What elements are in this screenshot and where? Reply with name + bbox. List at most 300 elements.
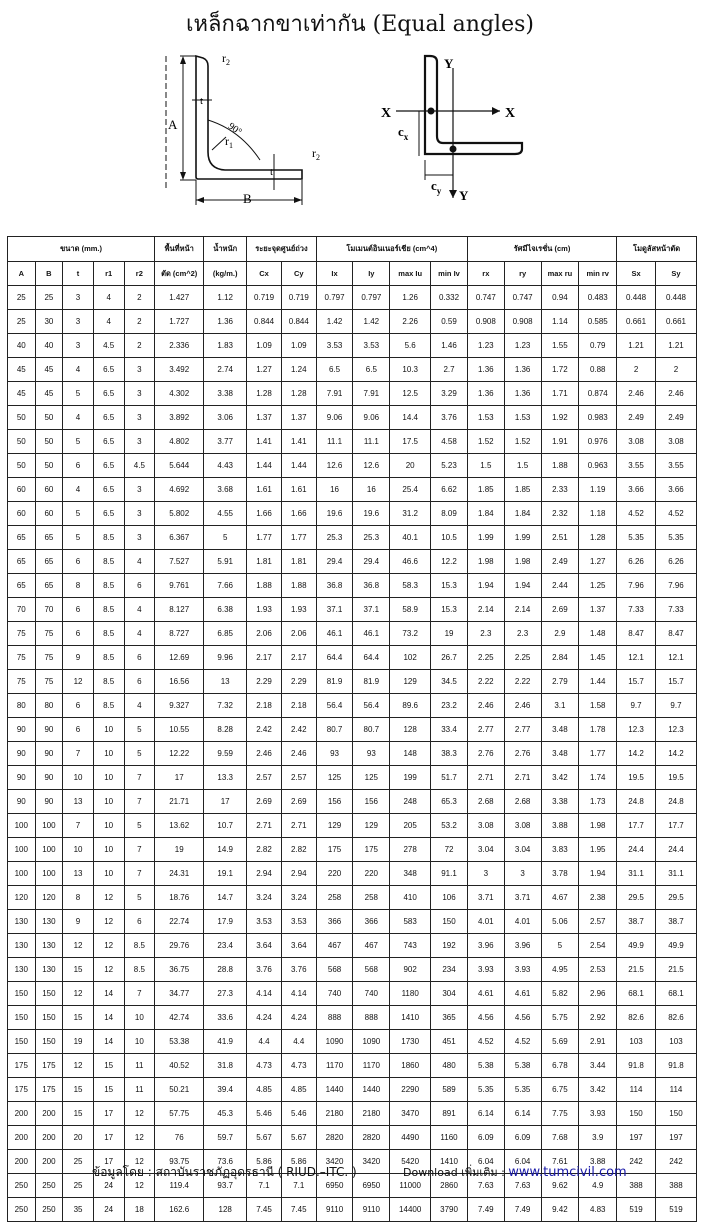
table-cell: 1.85 bbox=[467, 478, 504, 502]
table-cell: 5.06 bbox=[541, 910, 579, 934]
table-cell: 40.52 bbox=[155, 1054, 204, 1078]
table-cell: 23.2 bbox=[431, 694, 468, 718]
table-cell: 16 bbox=[316, 478, 353, 502]
table-cell: 1.94 bbox=[467, 574, 504, 598]
table-cell: 129 bbox=[316, 814, 353, 838]
table-cell: 9.7 bbox=[655, 694, 696, 718]
table-cell: 4.9 bbox=[579, 1174, 617, 1198]
table-cell: 175 bbox=[316, 838, 353, 862]
table-cell: 12.2 bbox=[431, 550, 468, 574]
col-sy: Sy bbox=[655, 262, 696, 286]
table-cell: 12 bbox=[124, 1126, 155, 1150]
table-cell: 3 bbox=[124, 502, 155, 526]
label-t-side: t bbox=[270, 166, 274, 178]
table-cell: 10 bbox=[93, 718, 124, 742]
table-cell: 4.95 bbox=[541, 958, 579, 982]
table-cell: 1.37 bbox=[247, 406, 282, 430]
table-cell: 7 bbox=[63, 814, 94, 838]
table-cell: 197 bbox=[655, 1126, 696, 1150]
table-cell: 278 bbox=[390, 838, 431, 862]
table-cell: 2290 bbox=[390, 1078, 431, 1102]
table-cell: 17 bbox=[155, 766, 204, 790]
table-cell: 5.46 bbox=[281, 1102, 316, 1126]
table-cell: 1.23 bbox=[467, 334, 504, 358]
label-t-top: t bbox=[200, 95, 204, 107]
table-cell: 1.5 bbox=[467, 454, 504, 478]
table-cell: 250 bbox=[35, 1174, 63, 1198]
table-cell: 3.55 bbox=[617, 454, 656, 478]
table-cell: 6.75 bbox=[541, 1078, 579, 1102]
table-row bbox=[8, 286, 697, 310]
col-sx: Sx bbox=[617, 262, 656, 286]
table-cell: 1.77 bbox=[247, 526, 282, 550]
table-row bbox=[8, 742, 697, 766]
table-cell: 4 bbox=[124, 622, 155, 646]
table-cell: 45 bbox=[35, 358, 63, 382]
table-cell: 0.332 bbox=[431, 286, 468, 310]
table-cell: 1090 bbox=[316, 1030, 353, 1054]
table-cell: 1.99 bbox=[467, 526, 504, 550]
table-cell: 8.47 bbox=[617, 622, 656, 646]
table-cell: 4.4 bbox=[281, 1030, 316, 1054]
table-cell: 2.49 bbox=[655, 406, 696, 430]
table-cell: 583 bbox=[390, 910, 431, 934]
table-cell: 9.62 bbox=[541, 1174, 579, 1198]
table-cell: 200 bbox=[35, 1102, 63, 1126]
table-cell: 1.42 bbox=[353, 310, 390, 334]
table-cell: 2.44 bbox=[541, 574, 579, 598]
table-cell: 58.3 bbox=[390, 574, 431, 598]
table-cell: 50 bbox=[8, 454, 36, 478]
table-cell: 93.75 bbox=[155, 1150, 204, 1174]
table-cell: 740 bbox=[353, 982, 390, 1006]
table-cell: 7.527 bbox=[155, 550, 204, 574]
table-row bbox=[8, 670, 697, 694]
table-cell: 1.37 bbox=[281, 406, 316, 430]
table-row bbox=[8, 934, 697, 958]
table-cell: 2 bbox=[124, 334, 155, 358]
table-cell: 3.24 bbox=[247, 886, 282, 910]
col-r1: r1 bbox=[93, 262, 124, 286]
table-cell: 23.4 bbox=[204, 934, 247, 958]
table-cell: 175 bbox=[35, 1054, 63, 1078]
table-cell: 2.69 bbox=[281, 790, 316, 814]
table-cell: 36.75 bbox=[155, 958, 204, 982]
table-cell: 2.57 bbox=[579, 910, 617, 934]
table-cell: 1.44 bbox=[247, 454, 282, 478]
table-cell: 25 bbox=[63, 1150, 94, 1174]
col-max-iu: max Iu bbox=[390, 262, 431, 286]
table-cell: 91.1 bbox=[431, 862, 468, 886]
table-cell: 4 bbox=[93, 310, 124, 334]
table-cell: 5.67 bbox=[281, 1126, 316, 1150]
table-cell: 1.81 bbox=[247, 550, 282, 574]
table-cell: 46.6 bbox=[390, 550, 431, 574]
table-cell: 5.82 bbox=[541, 982, 579, 1006]
table-cell: 3 bbox=[124, 478, 155, 502]
table-cell: 3.76 bbox=[431, 406, 468, 430]
table-cell: 5.46 bbox=[247, 1102, 282, 1126]
table-cell: 45 bbox=[8, 358, 36, 382]
table-cell: 4.56 bbox=[504, 1006, 541, 1030]
table-cell: 388 bbox=[655, 1174, 696, 1198]
table-cell: 0.79 bbox=[579, 334, 617, 358]
table-cell: 0.88 bbox=[579, 358, 617, 382]
table-cell: 103 bbox=[655, 1030, 696, 1054]
table-cell: 60 bbox=[35, 502, 63, 526]
table-row bbox=[8, 814, 697, 838]
table-cell: 8.5 bbox=[93, 646, 124, 670]
footer-download-label: Download เพิ่มเติม : bbox=[403, 1166, 509, 1179]
table-cell: 1.28 bbox=[579, 526, 617, 550]
table-cell: 6.14 bbox=[467, 1102, 504, 1126]
table-cell: 10 bbox=[63, 766, 94, 790]
table-cell: 6.38 bbox=[204, 598, 247, 622]
table-cell: 76 bbox=[155, 1126, 204, 1150]
table-cell: 1.98 bbox=[579, 814, 617, 838]
table-cell: 21.71 bbox=[155, 790, 204, 814]
table-cell: 1.94 bbox=[579, 862, 617, 886]
table-cell: 7 bbox=[124, 982, 155, 1006]
table-cell: 1.28 bbox=[247, 382, 282, 406]
table-cell: 197 bbox=[617, 1126, 656, 1150]
table-cell: 15 bbox=[63, 1078, 94, 1102]
table-cell: 3.42 bbox=[579, 1078, 617, 1102]
table-cell: 24.8 bbox=[655, 790, 696, 814]
table-cell: 200 bbox=[8, 1126, 36, 1150]
table-cell: 45 bbox=[8, 382, 36, 406]
col-t: t bbox=[63, 262, 94, 286]
table-cell: 150 bbox=[431, 910, 468, 934]
table-row bbox=[8, 574, 697, 598]
table-cell: 103 bbox=[617, 1030, 656, 1054]
table-cell: 2820 bbox=[316, 1126, 353, 1150]
col-min-rv: min rv bbox=[579, 262, 617, 286]
table-cell: 29.5 bbox=[655, 886, 696, 910]
table-cell: 9 bbox=[63, 910, 94, 934]
table-cell: 93 bbox=[316, 742, 353, 766]
table-cell: 4 bbox=[93, 286, 124, 310]
table-cell: 80 bbox=[8, 694, 36, 718]
table-cell: 25 bbox=[35, 286, 63, 310]
table-cell: 17 bbox=[93, 1102, 124, 1126]
table-cell: 234 bbox=[431, 958, 468, 982]
col-cy: Cy bbox=[281, 262, 316, 286]
table-cell: 1.66 bbox=[281, 502, 316, 526]
table-cell: 2.96 bbox=[579, 982, 617, 1006]
table-cell: 2860 bbox=[431, 1174, 468, 1198]
table-cell: 1.37 bbox=[579, 598, 617, 622]
table-cell: 4 bbox=[63, 406, 94, 430]
table-cell: 3.1 bbox=[541, 694, 579, 718]
table-cell: 31.2 bbox=[390, 502, 431, 526]
table-cell: 33.4 bbox=[431, 718, 468, 742]
label-b: B bbox=[243, 191, 252, 206]
table-cell: 49.9 bbox=[655, 934, 696, 958]
table-cell: 15 bbox=[63, 958, 94, 982]
table-cell: 3.71 bbox=[467, 886, 504, 910]
table-row bbox=[8, 358, 697, 382]
table-cell: 891 bbox=[431, 1102, 468, 1126]
table-cell: 5 bbox=[63, 526, 94, 550]
label-angle: 90° bbox=[225, 120, 244, 138]
table-cell: 91.8 bbox=[617, 1054, 656, 1078]
table-cell: 14.4 bbox=[390, 406, 431, 430]
table-cell: 1.88 bbox=[247, 574, 282, 598]
table-cell: 3.64 bbox=[281, 934, 316, 958]
table-cell: 6.5 bbox=[93, 382, 124, 406]
table-cell: 65 bbox=[8, 526, 36, 550]
label-a: A bbox=[168, 117, 178, 132]
table-cell: 6 bbox=[63, 550, 94, 574]
table-cell: 2.42 bbox=[247, 718, 282, 742]
table-cell: 150 bbox=[35, 982, 63, 1006]
table-cell: 2.71 bbox=[247, 814, 282, 838]
table-cell: 40 bbox=[35, 334, 63, 358]
table-cell: 102 bbox=[390, 646, 431, 670]
table-cell: 6950 bbox=[353, 1174, 390, 1198]
table-row bbox=[8, 454, 697, 478]
table-cell: 740 bbox=[316, 982, 353, 1006]
table-cell: 6.5 bbox=[93, 502, 124, 526]
table-cell: 2.46 bbox=[247, 742, 282, 766]
table-cell: 0.661 bbox=[655, 310, 696, 334]
table-cell: 2.7 bbox=[431, 358, 468, 382]
table-cell: 3 bbox=[467, 862, 504, 886]
table-cell: 12 bbox=[93, 958, 124, 982]
table-cell: 2.14 bbox=[467, 598, 504, 622]
table-cell: 258 bbox=[353, 886, 390, 910]
table-cell: 2.94 bbox=[247, 862, 282, 886]
table-cell: 5.86 bbox=[247, 1150, 282, 1174]
table-cell: 73.2 bbox=[390, 622, 431, 646]
table-cell: 31.1 bbox=[617, 862, 656, 886]
table-cell: 3.76 bbox=[281, 958, 316, 982]
table-cell: 150 bbox=[8, 1006, 36, 1030]
table-cell: 125 bbox=[353, 766, 390, 790]
table-cell: 6.04 bbox=[467, 1150, 504, 1174]
table-cell: 90 bbox=[8, 718, 36, 742]
title-english: (Equal angles) bbox=[372, 12, 534, 37]
table-cell: 93.7 bbox=[204, 1174, 247, 1198]
table-cell: 8.09 bbox=[431, 502, 468, 526]
table-cell: 10.7 bbox=[204, 814, 247, 838]
table-cell: 22.74 bbox=[155, 910, 204, 934]
footer-url-link[interactable]: www.tumcivil.com bbox=[508, 1165, 627, 1180]
table-cell: 6.09 bbox=[467, 1126, 504, 1150]
table-cell: 1.99 bbox=[504, 526, 541, 550]
table-cell: 50 bbox=[8, 430, 36, 454]
table-cell: 175 bbox=[35, 1078, 63, 1102]
table-cell: 130 bbox=[8, 958, 36, 982]
table-cell: 3.08 bbox=[467, 814, 504, 838]
table-cell: 1.45 bbox=[579, 646, 617, 670]
table-cell: 200 bbox=[8, 1150, 36, 1174]
table-cell: 3 bbox=[63, 334, 94, 358]
table-cell: 2180 bbox=[353, 1102, 390, 1126]
table-cell: 7.49 bbox=[467, 1198, 504, 1222]
table-cell: 2.76 bbox=[504, 742, 541, 766]
table-cell: 743 bbox=[390, 934, 431, 958]
table-cell: 2.22 bbox=[504, 670, 541, 694]
table-cell: 1.85 bbox=[504, 478, 541, 502]
table-cell: 2 bbox=[124, 286, 155, 310]
table-cell: 1.88 bbox=[281, 574, 316, 598]
table-cell: 3 bbox=[124, 526, 155, 550]
table-cell: 0.983 bbox=[579, 406, 617, 430]
table-cell: 1.36 bbox=[504, 358, 541, 382]
table-cell: 6.5 bbox=[316, 358, 353, 382]
table-cell: 1.21 bbox=[617, 334, 656, 358]
table-cell: 90 bbox=[35, 742, 63, 766]
table-cell: 1.36 bbox=[504, 382, 541, 406]
table-cell: 12 bbox=[63, 934, 94, 958]
table-cell: 64.4 bbox=[353, 646, 390, 670]
table-cell: 3 bbox=[124, 382, 155, 406]
table-row bbox=[8, 1030, 697, 1054]
table-cell: 3790 bbox=[431, 1198, 468, 1222]
table-cell: 3.93 bbox=[579, 1102, 617, 1126]
table-cell: 19.5 bbox=[617, 766, 656, 790]
table-cell: 46.1 bbox=[353, 622, 390, 646]
table-cell: 3.44 bbox=[579, 1054, 617, 1078]
table-cell: 65 bbox=[35, 550, 63, 574]
table-cell: 13 bbox=[204, 670, 247, 694]
table-cell: 1.53 bbox=[504, 406, 541, 430]
table-cell: 1.48 bbox=[579, 622, 617, 646]
table-cell: 12 bbox=[63, 982, 94, 1006]
table-cell: 9110 bbox=[353, 1198, 390, 1222]
table-cell: 7.33 bbox=[655, 598, 696, 622]
table-row bbox=[8, 478, 697, 502]
table-cell: 90 bbox=[35, 766, 63, 790]
table-cell: 2.68 bbox=[504, 790, 541, 814]
table-cell: 89.6 bbox=[390, 694, 431, 718]
table-cell: 1.19 bbox=[579, 478, 617, 502]
table-cell: 56.4 bbox=[353, 694, 390, 718]
table-cell: 10 bbox=[63, 838, 94, 862]
equal-angle-spec-table bbox=[7, 236, 697, 1222]
table-cell: 19.6 bbox=[353, 502, 390, 526]
table-cell: 7.91 bbox=[316, 382, 353, 406]
table-cell: 248 bbox=[390, 790, 431, 814]
table-cell: 250 bbox=[35, 1198, 63, 1222]
table-cell: 14400 bbox=[390, 1198, 431, 1222]
table-cell: 49.9 bbox=[617, 934, 656, 958]
table-cell: 19 bbox=[63, 1030, 94, 1054]
label-y-top: Y bbox=[444, 56, 454, 71]
table-cell: 80.7 bbox=[316, 718, 353, 742]
label-cy: $c_y$ bbox=[431, 178, 442, 196]
table-cell: 2.336 bbox=[155, 334, 204, 358]
table-cell: 7.66 bbox=[204, 574, 247, 598]
table-cell: 5.35 bbox=[467, 1078, 504, 1102]
table-cell: 4.85 bbox=[281, 1078, 316, 1102]
table-cell: 75 bbox=[35, 646, 63, 670]
table-cell: 2.94 bbox=[281, 862, 316, 886]
table-cell: 1.41 bbox=[281, 430, 316, 454]
table-cell: 2.79 bbox=[541, 670, 579, 694]
table-cell: 1.94 bbox=[504, 574, 541, 598]
table-cell: 1.14 bbox=[541, 310, 579, 334]
table-cell: 6 bbox=[63, 622, 94, 646]
table-cell: 1.21 bbox=[655, 334, 696, 358]
label-x-left: X bbox=[381, 106, 392, 121]
table-cell: 130 bbox=[35, 934, 63, 958]
table-cell: 25.4 bbox=[390, 478, 431, 502]
table-cell: 4.692 bbox=[155, 478, 204, 502]
table-cell: 0.908 bbox=[467, 310, 504, 334]
table-cell: 4.55 bbox=[204, 502, 247, 526]
table-cell: 31.1 bbox=[655, 862, 696, 886]
table-cell: 0.908 bbox=[504, 310, 541, 334]
table-cell: 28.8 bbox=[204, 958, 247, 982]
table-cell: 4 bbox=[63, 358, 94, 382]
table-cell: 73.6 bbox=[204, 1150, 247, 1174]
table-cell: 1.36 bbox=[204, 310, 247, 334]
table-cell: 8.727 bbox=[155, 622, 204, 646]
table-cell: 6 bbox=[63, 694, 94, 718]
table-cell: 8.5 bbox=[93, 574, 124, 598]
table-cell: 24 bbox=[93, 1174, 124, 1198]
table-cell: 0.976 bbox=[579, 430, 617, 454]
table-cell: 4.14 bbox=[281, 982, 316, 1006]
table-cell: 7.45 bbox=[281, 1198, 316, 1222]
table-cell: 6 bbox=[124, 574, 155, 598]
table-cell: 0.483 bbox=[579, 286, 617, 310]
table-row bbox=[8, 910, 697, 934]
table-row bbox=[8, 382, 697, 406]
table-cell: 82.6 bbox=[655, 1006, 696, 1030]
table-cell: 11.1 bbox=[316, 430, 353, 454]
table-cell: 45.3 bbox=[204, 1102, 247, 1126]
table-cell: 2.25 bbox=[467, 646, 504, 670]
table-cell: 6 bbox=[124, 910, 155, 934]
table-cell: 70 bbox=[35, 598, 63, 622]
table-cell: 10 bbox=[93, 862, 124, 886]
table-cell: 0.844 bbox=[247, 310, 282, 334]
table-cell: 220 bbox=[316, 862, 353, 886]
table-cell: 2.84 bbox=[541, 646, 579, 670]
table-cell: 1.77 bbox=[281, 526, 316, 550]
table-cell: 175 bbox=[8, 1054, 36, 1078]
table-cell: 15.7 bbox=[655, 670, 696, 694]
table-cell: 156 bbox=[316, 790, 353, 814]
table-cell: 10 bbox=[93, 790, 124, 814]
table-cell: 12.3 bbox=[655, 718, 696, 742]
table-cell: 0.585 bbox=[579, 310, 617, 334]
table-cell: 7.96 bbox=[617, 574, 656, 598]
table-cell: 12.69 bbox=[155, 646, 204, 670]
angle-profile bbox=[196, 56, 302, 179]
table-cell: 18.76 bbox=[155, 886, 204, 910]
table-cell: 4.52 bbox=[504, 1030, 541, 1054]
table-cell: 199 bbox=[390, 766, 431, 790]
table-cell: 14 bbox=[93, 1030, 124, 1054]
table-cell: 24 bbox=[93, 1198, 124, 1222]
table-cell: 2.3 bbox=[504, 622, 541, 646]
table-row bbox=[8, 622, 697, 646]
table-cell: 2.06 bbox=[247, 622, 282, 646]
table-cell: 19.6 bbox=[316, 502, 353, 526]
table-cell: 12.1 bbox=[655, 646, 696, 670]
table-cell: 4.24 bbox=[281, 1006, 316, 1030]
table-cell: 3.492 bbox=[155, 358, 204, 382]
table-cell: 1.09 bbox=[247, 334, 282, 358]
table-cell: 17.7 bbox=[617, 814, 656, 838]
table-cell: 42.74 bbox=[155, 1006, 204, 1030]
table-cell: 3.53 bbox=[247, 910, 282, 934]
